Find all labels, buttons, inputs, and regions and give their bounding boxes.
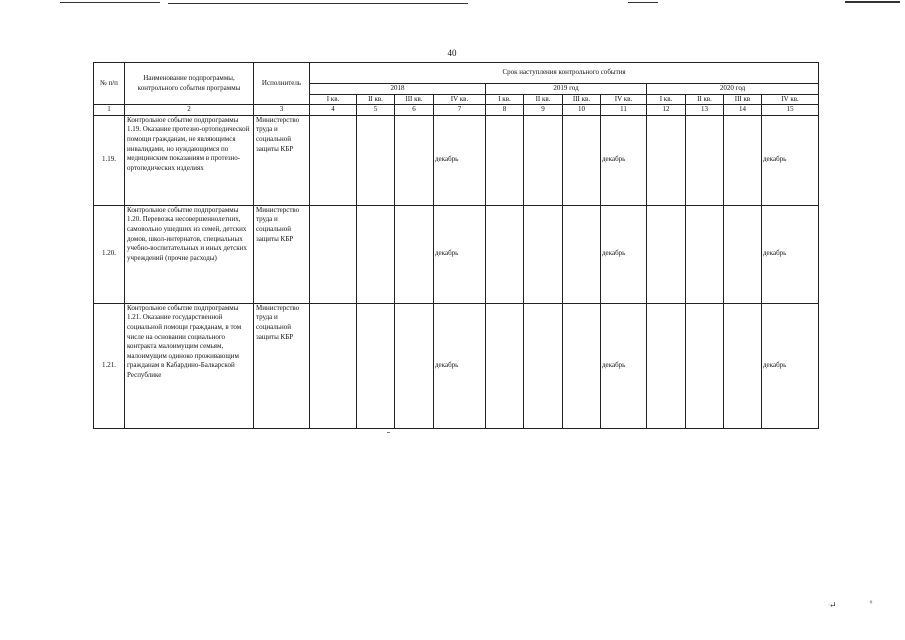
deadline-2019-q4: декабрь: [601, 115, 647, 205]
table-row: [94, 205, 819, 303]
schedule-cell: [524, 303, 563, 428]
scan-mark: ⊂ͦ: [864, 598, 872, 608]
quarter-header: III кв: [724, 94, 762, 105]
col-header-executor: Исполнитель: [254, 63, 310, 105]
deadline-2020-q4: декабрь: [762, 115, 819, 205]
col-index: 10: [563, 105, 601, 116]
row-number: 1.21.: [94, 303, 125, 428]
col-index: 6: [395, 105, 434, 116]
event-name: Контрольное событие подпрограммы 1.21. Оказание государственной социальной помощи гражданам, в том числе на основании социального контракта малоимущим семьям, малоимущим одиноко проживающим гражданам в Кабардино-Балкарской Республике: [125, 303, 254, 428]
schedule-cell: [524, 115, 563, 205]
quarter-header: IV кв.: [601, 94, 647, 105]
scan-mark: ּ↵: [829, 600, 837, 610]
schedule-cell: [357, 115, 395, 205]
col-index: 1: [94, 105, 125, 116]
schedule-cell: [647, 205, 686, 303]
schedule-cell: [563, 115, 601, 205]
col-index: 3: [254, 105, 310, 116]
event-name: Контрольное событие подпрограммы 1.19. Оказание протезно-ортопедической помощи гражданам, не являющимся инвалидами, но нуждающимся по медицинским показаниям в протезно-ортопедических изделиях: [125, 115, 254, 205]
quarter-header: I кв.: [486, 94, 524, 105]
col-index: 5: [357, 105, 395, 116]
quarter-header: I кв.: [310, 94, 357, 105]
schedule-cell: [357, 205, 395, 303]
schedule-cell: [395, 115, 434, 205]
table-row: [94, 303, 819, 428]
scan-line: [168, 3, 468, 4]
schedule-cell: [647, 115, 686, 205]
year-header-2019: 2019 год: [486, 84, 647, 95]
schedule-cell: [724, 115, 762, 205]
schedule-cell: [563, 303, 601, 428]
col-header-name: Наименование подпрограммы, контрольного события программы: [125, 63, 254, 105]
schedule-cell: [686, 303, 724, 428]
col-index: 12: [647, 105, 686, 116]
quarter-header: II кв.: [686, 94, 724, 105]
table-row: [94, 115, 819, 205]
col-index: 13: [686, 105, 724, 116]
deadline-2018-q4: декабрь: [434, 303, 486, 428]
quarter-header: III кв.: [395, 94, 434, 105]
scan-line: [845, 1, 900, 3]
schedule-cell: [563, 205, 601, 303]
deadline-2019-q4: декабрь: [601, 205, 647, 303]
quarter-header: I кв.: [647, 94, 686, 105]
executor: Министерство труда и социальной защиты КБР: [254, 303, 310, 428]
deadline-2020-q4: декабрь: [762, 303, 819, 428]
scan-line: [60, 2, 160, 3]
executor: Министерство труда и социальной защиты КБР: [254, 115, 310, 205]
row-number: 1.20.: [94, 205, 125, 303]
deadline-2018-q4: декабрь: [434, 115, 486, 205]
quarter-header: IV кв.: [762, 94, 819, 105]
schedule-cell: [486, 303, 524, 428]
col-index: 11: [601, 105, 647, 116]
col-index: 15: [762, 105, 819, 116]
event-name: Контрольное событие подпрограммы 1.20. Перевозка несовершеннолетних, самовольно ушедших из семей, детских домов, школ-интернатов, специальных учебно-воспитательных и иных детских учреждений (прочие расходы): [125, 205, 254, 303]
schedule-cell: [310, 115, 357, 205]
col-index: 14: [724, 105, 762, 116]
schedule-cell: [310, 205, 357, 303]
page-number: 40: [447, 48, 457, 58]
schedule-cell: [357, 303, 395, 428]
quarter-header: III кв.: [563, 94, 601, 105]
year-header-2020: 2020 год: [647, 84, 819, 95]
col-index: 7: [434, 105, 486, 116]
schedule-cell: [486, 115, 524, 205]
deadline-2018-q4: декабрь: [434, 205, 486, 303]
row-number: 1.19.: [94, 115, 125, 205]
schedule-cell: [686, 205, 724, 303]
deadline-2020-q4: декабрь: [762, 205, 819, 303]
schedule-cell: [724, 205, 762, 303]
schedule-cell: [395, 205, 434, 303]
schedule-cell: [395, 303, 434, 428]
schedule-cell: [647, 303, 686, 428]
col-index: 9: [524, 105, 563, 116]
schedule-cell: [686, 115, 724, 205]
quarter-header: II кв.: [524, 94, 563, 105]
col-index: 4: [310, 105, 357, 116]
year-header-2018: 2018: [310, 84, 486, 95]
scan-line: [628, 2, 658, 3]
schedule-cell: [486, 205, 524, 303]
executor: Министерство труда и социальной защиты КБР: [254, 205, 310, 303]
scan-speck: [387, 432, 390, 433]
control-events-table: [93, 62, 819, 429]
schedule-cell: [724, 303, 762, 428]
col-index: 2: [125, 105, 254, 116]
quarter-header: II кв.: [357, 94, 395, 105]
quarter-header: IV кв.: [434, 94, 486, 105]
schedule-cell: [524, 205, 563, 303]
col-header-num: № п/п: [94, 63, 125, 105]
deadline-2019-q4: декабрь: [601, 303, 647, 428]
col-index: 8: [486, 105, 524, 116]
col-header-term: Срок наступления контрольного события: [310, 63, 819, 84]
schedule-cell: [310, 303, 357, 428]
